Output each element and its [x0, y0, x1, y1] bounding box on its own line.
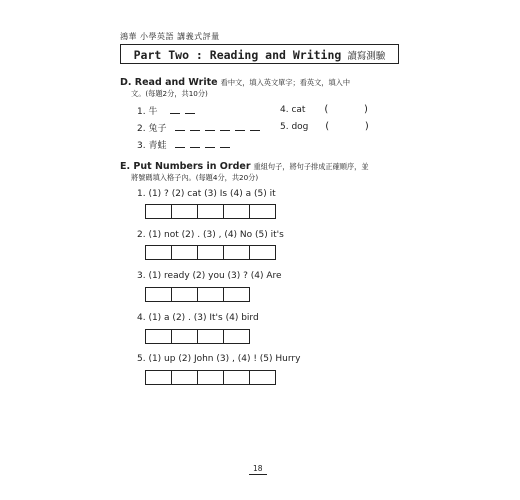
- answer-blank[interactable]: [175, 141, 185, 148]
- answer-blank[interactable]: [205, 124, 215, 131]
- answer-box[interactable]: [249, 204, 276, 219]
- part-title-box: [120, 44, 399, 64]
- d-item-1: [137, 104, 200, 117]
- section-d-instruction-cont: 文。(每題2分，共10分): [131, 89, 208, 98]
- e-item-1: 1. (1) ? (2) cat (3) Is (4) a (5) it: [137, 189, 276, 199]
- answer-box[interactable]: [197, 370, 224, 385]
- answer-blank[interactable]: [190, 141, 200, 148]
- d-item-4-label: 4. cat: [280, 105, 306, 115]
- answer-blank[interactable]: [205, 141, 215, 148]
- e-item-3: 3. (1) ready (2) you (3) ? (4) Are: [137, 271, 282, 281]
- d-item-3: [137, 138, 235, 151]
- part-subtitle: 讀寫測驗: [347, 51, 386, 62]
- answer-box[interactable]: [145, 329, 172, 344]
- section-d-instruction: 看中文，填入英文單字；看英文，填入中: [220, 78, 351, 87]
- answer-box[interactable]: [249, 245, 276, 260]
- answer-blank[interactable]: [250, 124, 260, 131]
- e-item-4-answer-boxes: [145, 329, 249, 344]
- answer-box[interactable]: [171, 329, 198, 344]
- answer-blank[interactable]: [185, 107, 195, 114]
- d-item-4: [280, 104, 368, 115]
- section-e-instruction: 重組句子，將句子排成正確順序，並: [253, 162, 369, 171]
- d-item-1-label: 1. 牛: [137, 107, 158, 117]
- answer-blank[interactable]: [220, 124, 230, 131]
- d-item-2-label: 2. 兔子: [137, 124, 167, 134]
- d-item-5-label: 5. dog: [280, 122, 309, 132]
- d-item-5-close-paren: ): [364, 121, 369, 132]
- answer-blank[interactable]: [170, 107, 180, 114]
- answer-box[interactable]: [145, 370, 172, 385]
- e-item-2-answer-boxes: [145, 245, 275, 260]
- e-item-4: 4. (1) a (2) . (3) It's (4) bird: [137, 313, 259, 323]
- answer-box[interactable]: [223, 370, 250, 385]
- answer-box[interactable]: [223, 329, 250, 344]
- answer-box[interactable]: [223, 245, 250, 260]
- e-item-5: 5. (1) up (2) John (3) , (4) ! (5) Hurry: [137, 354, 301, 364]
- section-d-title: D. Read and Write: [120, 77, 218, 88]
- answer-box[interactable]: [171, 204, 198, 219]
- e-item-3-answer-boxes: [145, 287, 249, 302]
- section-e-heading: [120, 161, 369, 172]
- answer-box[interactable]: [145, 245, 172, 260]
- answer-box[interactable]: [171, 287, 198, 302]
- page-number-underline: [249, 474, 267, 475]
- answer-box[interactable]: [223, 287, 250, 302]
- d-item-4-close-paren: ): [363, 104, 368, 115]
- d-item-2: [137, 121, 265, 134]
- answer-box[interactable]: [197, 329, 224, 344]
- section-d-heading: [120, 77, 350, 88]
- section-e-title: E. Put Numbers in Order: [120, 161, 251, 172]
- d-item-4-open-paren: (: [324, 104, 329, 115]
- e-item-2: 2. (1) not (2) . (3) , (4) No (5) it's: [137, 230, 284, 240]
- answer-box[interactable]: [145, 204, 172, 219]
- d-item-5: [280, 121, 369, 132]
- answer-box[interactable]: [249, 370, 276, 385]
- section-e-instruction-cont: 將號碼填入格子內。(每題4分，共20分): [131, 173, 259, 182]
- e-item-5-answer-boxes: [145, 370, 275, 385]
- part-title: Part Two : Reading and Writing: [133, 48, 342, 62]
- answer-box[interactable]: [171, 370, 198, 385]
- answer-box[interactable]: [197, 245, 224, 260]
- answer-box[interactable]: [223, 204, 250, 219]
- answer-box[interactable]: [197, 204, 224, 219]
- answer-box[interactable]: [171, 245, 198, 260]
- answer-blank[interactable]: [220, 141, 230, 148]
- d-item-3-label: 3. 青蛙: [137, 141, 167, 151]
- e-item-1-answer-boxes: [145, 204, 275, 219]
- answer-box[interactable]: [145, 287, 172, 302]
- answer-blank[interactable]: [235, 124, 245, 131]
- answer-blank[interactable]: [190, 124, 200, 131]
- book-header: 鴻華 小學英語 講義式評量: [120, 32, 220, 41]
- answer-blank[interactable]: [175, 124, 185, 131]
- d-item-5-open-paren: (: [325, 121, 330, 132]
- answer-box[interactable]: [197, 287, 224, 302]
- page-number: 18: [253, 464, 263, 473]
